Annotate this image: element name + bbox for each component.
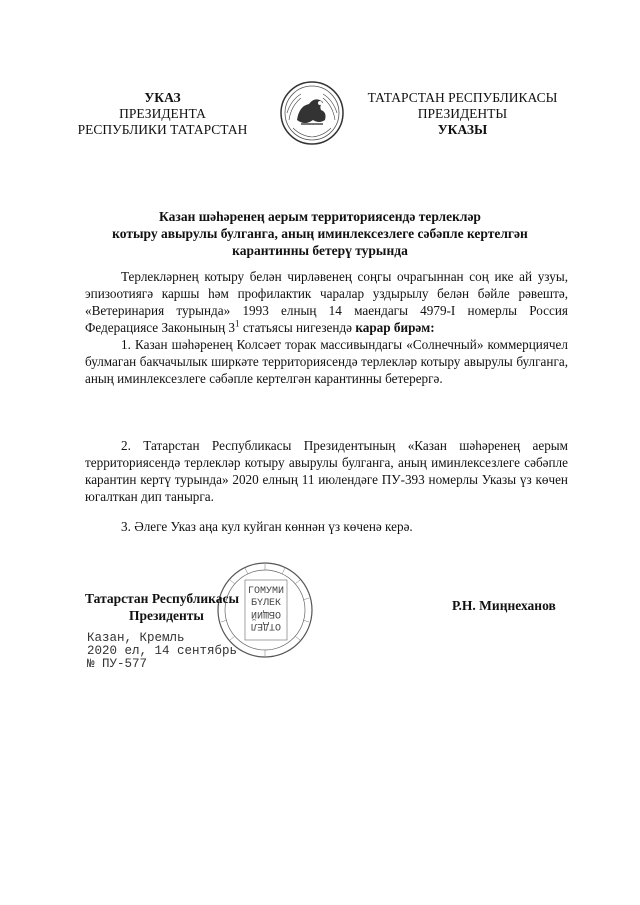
intro-superscript: 1 (235, 318, 240, 329)
document-meta (87, 632, 237, 671)
item-2-paragraph: 2. Татарстан Республикасы Президентының «Казан шәһәренең аерым территориясендә терлекләр котыру авырулы булганга, аның иминлексезлеге сәбәпле карантин кертү турында» 2020 елның 11 июлендәге ПУ-393 номерлы Указы үз көчен югалткан дип танырга. (85, 438, 568, 504)
signature-title-line-1: Татарстан Республикасы (85, 591, 240, 606)
header-right-line-2: ПРЕЗИДЕНТЫ (417, 106, 508, 121)
header-left-line-1: УКАЗ (144, 90, 181, 105)
header-right-block (360, 90, 565, 138)
title-line-2: котыру авырулы булганга, аның иминлексезлеге сәбәпле кертелгән (112, 226, 528, 241)
title-line-1: Казан шәһәренең аерым территориясендә терлекләр (159, 209, 481, 224)
coat-of-arms-emblem (279, 80, 345, 146)
header-left-block (60, 90, 265, 138)
intro-decision: карар бирәм: (355, 320, 435, 335)
item-3-paragraph: 3. Әлеге Указ аңа кул куйган көннән үз көченә керә. (121, 519, 413, 534)
meta-date: 2020 ел, 14 сентябрь (87, 644, 238, 658)
header-left-line-3: РЕСПУБЛИКИ ТАТАРСТАН (77, 122, 248, 137)
meta-number: № ПУ-577 (87, 657, 148, 671)
stamp-line-1: ГОМУМИ (247, 586, 285, 597)
signature-title (85, 590, 265, 624)
header-right-line-3: УКАЗЫ (437, 122, 488, 137)
intro-paragraph (85, 268, 568, 336)
stamp-line-2: БҮЛЕК (250, 598, 282, 609)
meta-place: Казан, Кремль (87, 631, 185, 645)
stamp-line-4: ОТДЕЛ (250, 620, 282, 631)
intro-tail: статьясы нигезендә (239, 320, 356, 335)
stamp-line-3: ОБЩИЙ (250, 608, 282, 619)
signatory-name: Р.Н. Миңнеханов (452, 598, 556, 613)
header-right-line-1: ТАТАРСТАН РЕСПУБЛИКАСЫ (367, 90, 558, 105)
intro-text: Терлекләрнең котыру белән чирләвенең соңгы очрагыннан соң ике ай узуы, эпизоотиягә каршы һәм профилактик чаралар уздырылу белән бәйле рәвештә, «Ветеринария турында» 1993 елның 14 маендагы 4979-I номерлы Россия Федерациясе Законының 3 (85, 269, 568, 335)
signature-title-line-2: Президенты (129, 608, 204, 623)
item-1-paragraph: 1. Казан шәһәренең Колсәет торак массивындагы «Солнечный» коммерциячел булмаган бакчачылык ширкәте территориясендә терлекләр котыру авырулы булганга, аның иминлексезлеге сәбәпле кертелгән карантинны бетерергә. (85, 337, 568, 386)
title-line-3: карантинны бетерү турында (232, 243, 408, 258)
header-left-line-2: ПРЕЗИДЕНТА (119, 106, 206, 121)
document-title (70, 208, 570, 259)
